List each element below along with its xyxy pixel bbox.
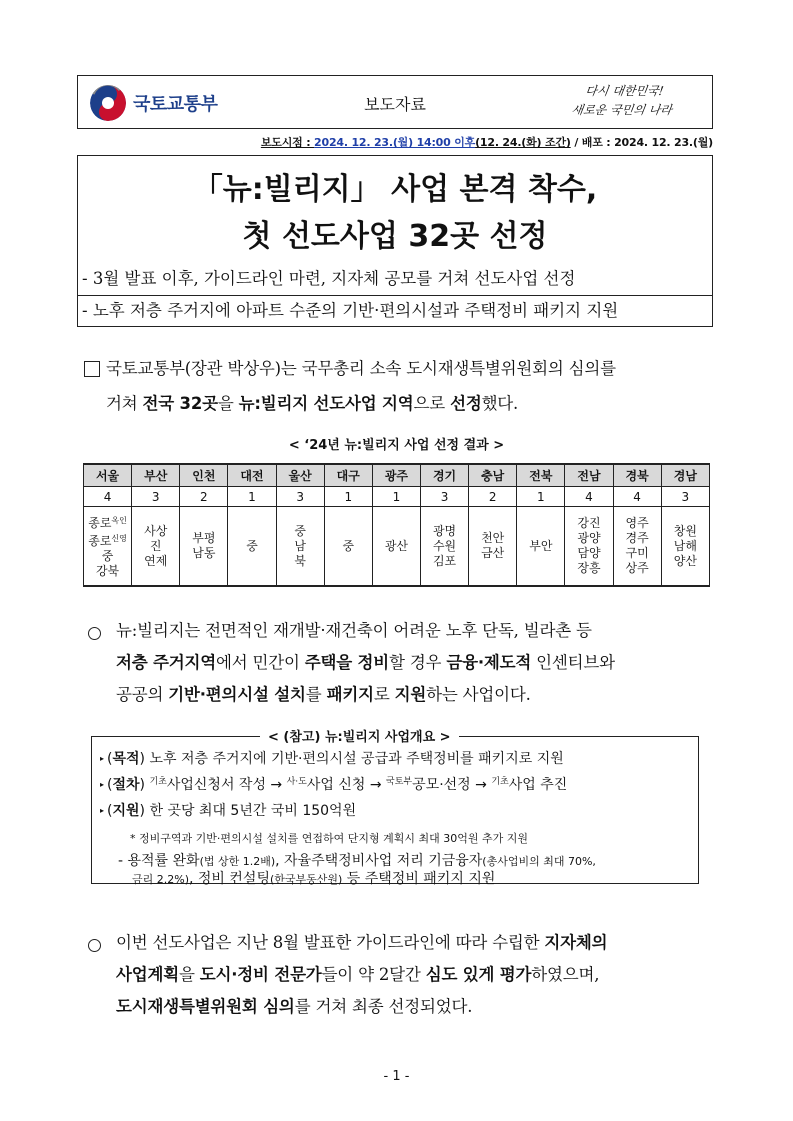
table-area-row [84,507,710,587]
area-name: 김포 [432,553,457,568]
area-name: 강북 [95,564,120,578]
distribution-date: / 배포 : 2024. 12. 23.(월) [570,136,713,149]
region-areas-cell [517,507,565,587]
area-name: 상주 [625,561,649,575]
region-areas-cell [324,507,372,587]
region-areas-cell [469,507,517,587]
area-name: 남해 [673,538,697,553]
release-info [261,134,713,150]
area-name: 부평 [192,531,216,545]
headline-line-1: 「뉴:빌리지」 사업 본격 착수, [192,172,598,207]
area-name: 수원 [432,538,457,553]
region-header-cell: 대구 [324,464,372,487]
para1-line1: 국토교통부(장관 박상우)는 국무총리 소속 도시재생특별위원회의 심의를 [106,359,616,378]
region-areas-cell [276,507,324,587]
region-count-cell: 1 [372,487,420,507]
area-name: 종로$^{신영}$ [88,534,127,548]
region-areas-cell [84,507,132,587]
area-name: 광산 [384,538,408,553]
para3-line2: 사업계획을 도시·정비 전문가들이 약 2달간 심도 있게 평가하였으며, [116,965,600,984]
region-header-cell: 경북 [613,464,661,487]
region-header-cell: 전남 [565,464,613,487]
area-name: 경주 [625,531,649,545]
headline [78,166,712,260]
page-number: - 1 - [383,1069,410,1084]
region-areas-cell [420,507,468,587]
region-count-cell: 4 [565,487,613,507]
document-type: 보도자료 [364,95,426,114]
region-header-cell: 서울 [84,464,132,487]
ref-extra-line1: - 용적률 완화(법 상한 1.2배), 자율주택정비사업 저리 기금융자(총사업비의 최대 70%, [118,853,596,869]
release-paper: (12. 24.(화) 조간) [475,136,571,149]
area-name: 사상 [144,523,168,538]
release-label: 보도시점 : [260,136,315,149]
region-header-cell: 인천 [180,464,228,487]
area-name: 광명 [432,523,457,538]
region-header-cell: 광주 [372,464,420,487]
area-name: 장흥 [577,561,601,575]
region-areas-cell [372,507,420,587]
para2-line3: 공공의 기반·편의시설 설치를 패키지로 지원하는 사업이다. [116,685,531,704]
region-count-cell: 4 [84,487,132,507]
region-count-cell: 1 [517,487,565,507]
para3-line3: 도시재생특별위원회 심의를 거쳐 최종 선정되었다. [116,997,473,1016]
table-header-row [84,464,710,487]
area-name: 중 [342,538,355,553]
table-caption: < ‘24년 뉴:빌리지 사업 선정 결과 > [288,438,505,453]
region-count-cell: 3 [420,487,468,507]
reference-title: < (참고) 뉴:빌리지 사업개요 > [260,726,459,745]
region-areas-cell [613,507,661,587]
area-name: 양산 [673,553,697,568]
area-name: 북 [294,553,306,568]
region-header-cell: 경남 [661,464,709,487]
region-header-cell: 대전 [228,464,276,487]
region-header-cell: 울산 [276,464,324,487]
region-count-cell: 4 [613,487,661,507]
region-header-cell: 전북 [517,464,565,487]
region-areas-cell [661,507,709,587]
area-name: 광양 [577,531,601,545]
title-box [77,155,713,327]
subtitle-1: - 3월 발표 이후, 가이드라인 마련, 지자체 공모를 거쳐 선도사업 선정 [82,269,576,288]
area-name: 창원 [673,523,697,538]
area-suffix: 옥인 [111,516,127,525]
region-header-cell: 부산 [132,464,180,487]
ref-procedure: ▸ (절차) $^{기초}$사업신청서 작성 → $^{사\cdot 도}$사업 신청 → $^{국토부}$공모·선정 → $^{기초}$사업 추진 [100,777,568,793]
region-count-cell: 1 [228,487,276,507]
region-count-cell: 3 [276,487,324,507]
region-areas-cell [132,507,180,587]
headline-line-2: 첫 선도사업 32곳 선정 [242,219,548,254]
slogan-line-2: 새로운 국민의 나라 [570,103,673,117]
area-name: 연제 [144,553,168,568]
region-count-cell: 3 [661,487,709,507]
area-name: 중 [101,549,114,563]
region-count-cell: 2 [469,487,517,507]
slogan-line-1: 다시 대한민국! [584,84,665,98]
area-name: 강진 [577,516,601,530]
circle-bullet-icon [88,627,101,640]
region-areas-cell [565,507,613,587]
press-header [77,75,713,129]
ref-extra-line2: 금리 2.2%), 정비 컨설팅(한국부동산원) 등 주택정비 패키지 지원 [132,871,496,887]
area-name: 중 [294,523,306,538]
area-name: 남동 [192,546,216,560]
ministry-name: 국토교통부 [133,94,218,115]
region-header-cell: 충남 [469,464,517,487]
para3-line1: 이번 선도사업은 지난 8월 발표한 가이드라인에 따라 수립한 지자체의 [116,933,608,952]
area-name: 천안 [481,531,505,545]
area-suffix: 신영 [111,534,127,543]
ref-note: * 정비구역과 기반·편의시설 설치를 연접하여 단지형 계획시 최대 30억원 추가 지원 [130,832,528,845]
area-name: 금산 [481,546,505,560]
area-name: 영주 [625,516,649,530]
area-name: 남 [294,538,306,553]
ref-purpose: ▸ (목적) 노후 저층 주거지에 기반·편의시설 공급과 주택정비를 패키지로 지원 [100,751,564,767]
subtitle-2: - 노후 저층 주거지에 아파트 수준의 기반·편의시설과 주택정비 패키지 지원 [78,295,712,326]
para1-line2: 거쳐 전국 32곳을 뉴:빌리지 선도사업 지역으로 선정했다. [106,394,519,413]
ref-support: ▸ (지원) 한 곳당 최대 5년간 국비 150억원 [100,803,357,819]
slogan [545,82,700,120]
square-bullet-icon [84,361,100,377]
region-count-cell: 1 [324,487,372,507]
region-count-cell: 3 [132,487,180,507]
para2-line1: 뉴:빌리지는 전면적인 재개발·재건축이 어려운 노후 단독, 빌라촌 등 [116,621,592,640]
release-time: 2024. 12. 23.(월) 14:00 이후 [314,136,476,149]
region-header-cell: 경기 [420,464,468,487]
area-name: 담양 [577,546,601,560]
selection-results-table [83,463,710,587]
region-areas-cell [228,507,276,587]
area-name: 부안 [529,538,553,553]
table-count-row [84,487,710,507]
area-name: 중 [246,538,258,553]
para2-line2: 저층 주거지역에서 민간이 주택을 정비할 경우 금융·제도적 인센티브와 [116,653,615,672]
area-name: 종로$^{옥인}$ [88,516,127,530]
reference-box [91,730,699,887]
area-name: 구미 [625,546,649,560]
region-count-cell: 2 [180,487,228,507]
region-areas-cell [180,507,228,587]
area-name: 진 [149,538,162,553]
circle-bullet-icon [88,939,101,952]
